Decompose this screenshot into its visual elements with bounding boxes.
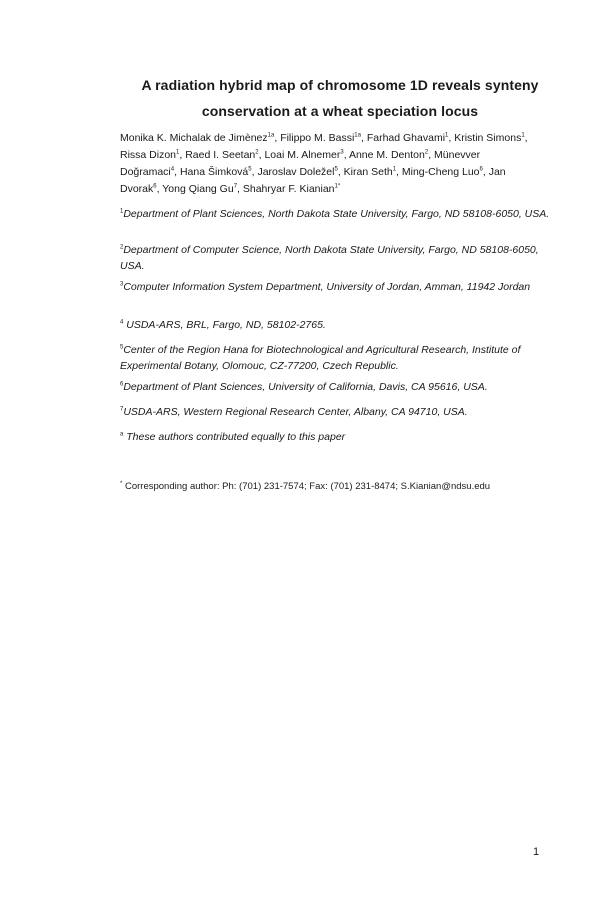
affiliation-3: $^3$Computer Information System Department, University of Jordan, Amman, 11942 Jordan xyxy=(120,281,531,293)
author-name: Loai M. Alnemer$^3$ xyxy=(264,149,344,161)
author-name: Kristin Simons$^1$ xyxy=(454,132,525,144)
author-name: Jaroslav Doležel$^5$ xyxy=(257,166,338,178)
author-name: Anne M. Denton$^2$ xyxy=(348,149,429,161)
author-name: Monika K. Michalak de Jimènez$^{1a}$ xyxy=(120,132,275,144)
affiliation-7: $^7$USDA-ARS, Western Regional Research Center, Albany, CA 94710, USA. xyxy=(120,406,468,418)
author-name: Rissa Dizon$^1$ xyxy=(120,149,180,161)
title-line-2: conservation at a wheat speciation locus xyxy=(201,103,479,119)
affiliation-5: $^5$Center of the Region Hana for Biotechnological and Agricultural Research, Institute of Experimental Botany, Olomouc, CZ-77200, Czech Republic. xyxy=(120,344,521,372)
author-name: Farhad Ghavami$^1$ xyxy=(366,132,449,144)
paper-title xyxy=(100,72,580,124)
affiliation-6: $^6$Department of Plant Sciences, University of California, Davis, CA 95616, USA. xyxy=(120,381,488,393)
author-name: Münevver Doğramaci$^4$ xyxy=(120,149,481,178)
affiliation-note: $^a$ These authors contributed equally to this paper xyxy=(120,431,346,443)
author-name: Jan Dvorak$^6$ xyxy=(120,166,506,195)
author-name: Yong Qiang Gu$^7$ xyxy=(162,183,238,195)
author-name: Hana Šimková$^5$ xyxy=(179,166,252,178)
page-number: 1 xyxy=(533,846,540,858)
author-name: Ming-Cheng Luo$^6$ xyxy=(401,166,483,178)
title-line-1: A radiation hybrid map of chromosome 1D reveals synteny xyxy=(141,77,539,93)
affiliation-1: $^1$Department of Plant Sciences, North Dakota State University, Fargo, ND 58108-6050, USA. xyxy=(120,208,550,220)
author-list: Monika K. Michalak de Jimènez$^{1a}$, Filippo M. Bassi$^{1a}$, Farhad Ghavami$^1$, Kristin Simons$^1$, Rissa Dizon$^1$, Raed I. Seetan$^2$, Loai M. Alnemer$^3$, Anne M. Denton$^2$, Münevver Doğramaci$^4$, Hana Šimková$^5$, Jaroslav Doležel$^5$, Kiran Seth$^1$, Ming-Cheng Luo$^6$, Jan Dvorak$^6$, Yong Qiang Gu$^7$, Shahryar F. Kianian$^{1*}$ xyxy=(120,132,528,195)
author-name: Kiran Seth$^1$ xyxy=(343,166,397,178)
affiliation-2: $^2$Department of Computer Science, North Dakota State University, Fargo, ND 58108-6050, USA. xyxy=(120,244,539,272)
author-name: Filippo M. Bassi$^{1a}$ xyxy=(280,132,361,144)
corresponding-author: * Corresponding author: Ph: (701) 231-7574; Fax: (701) 231-8474; S.Kianian@ndsu.edu xyxy=(120,480,491,492)
author-name: Raed I. Seetan$^2$ xyxy=(185,149,259,161)
author-name: Shahryar F. Kianian$^{1*}$ xyxy=(242,183,341,195)
affiliation-4: $^4$ USDA-ARS, BRL, Fargo, ND, 58102-2765. xyxy=(120,319,326,331)
